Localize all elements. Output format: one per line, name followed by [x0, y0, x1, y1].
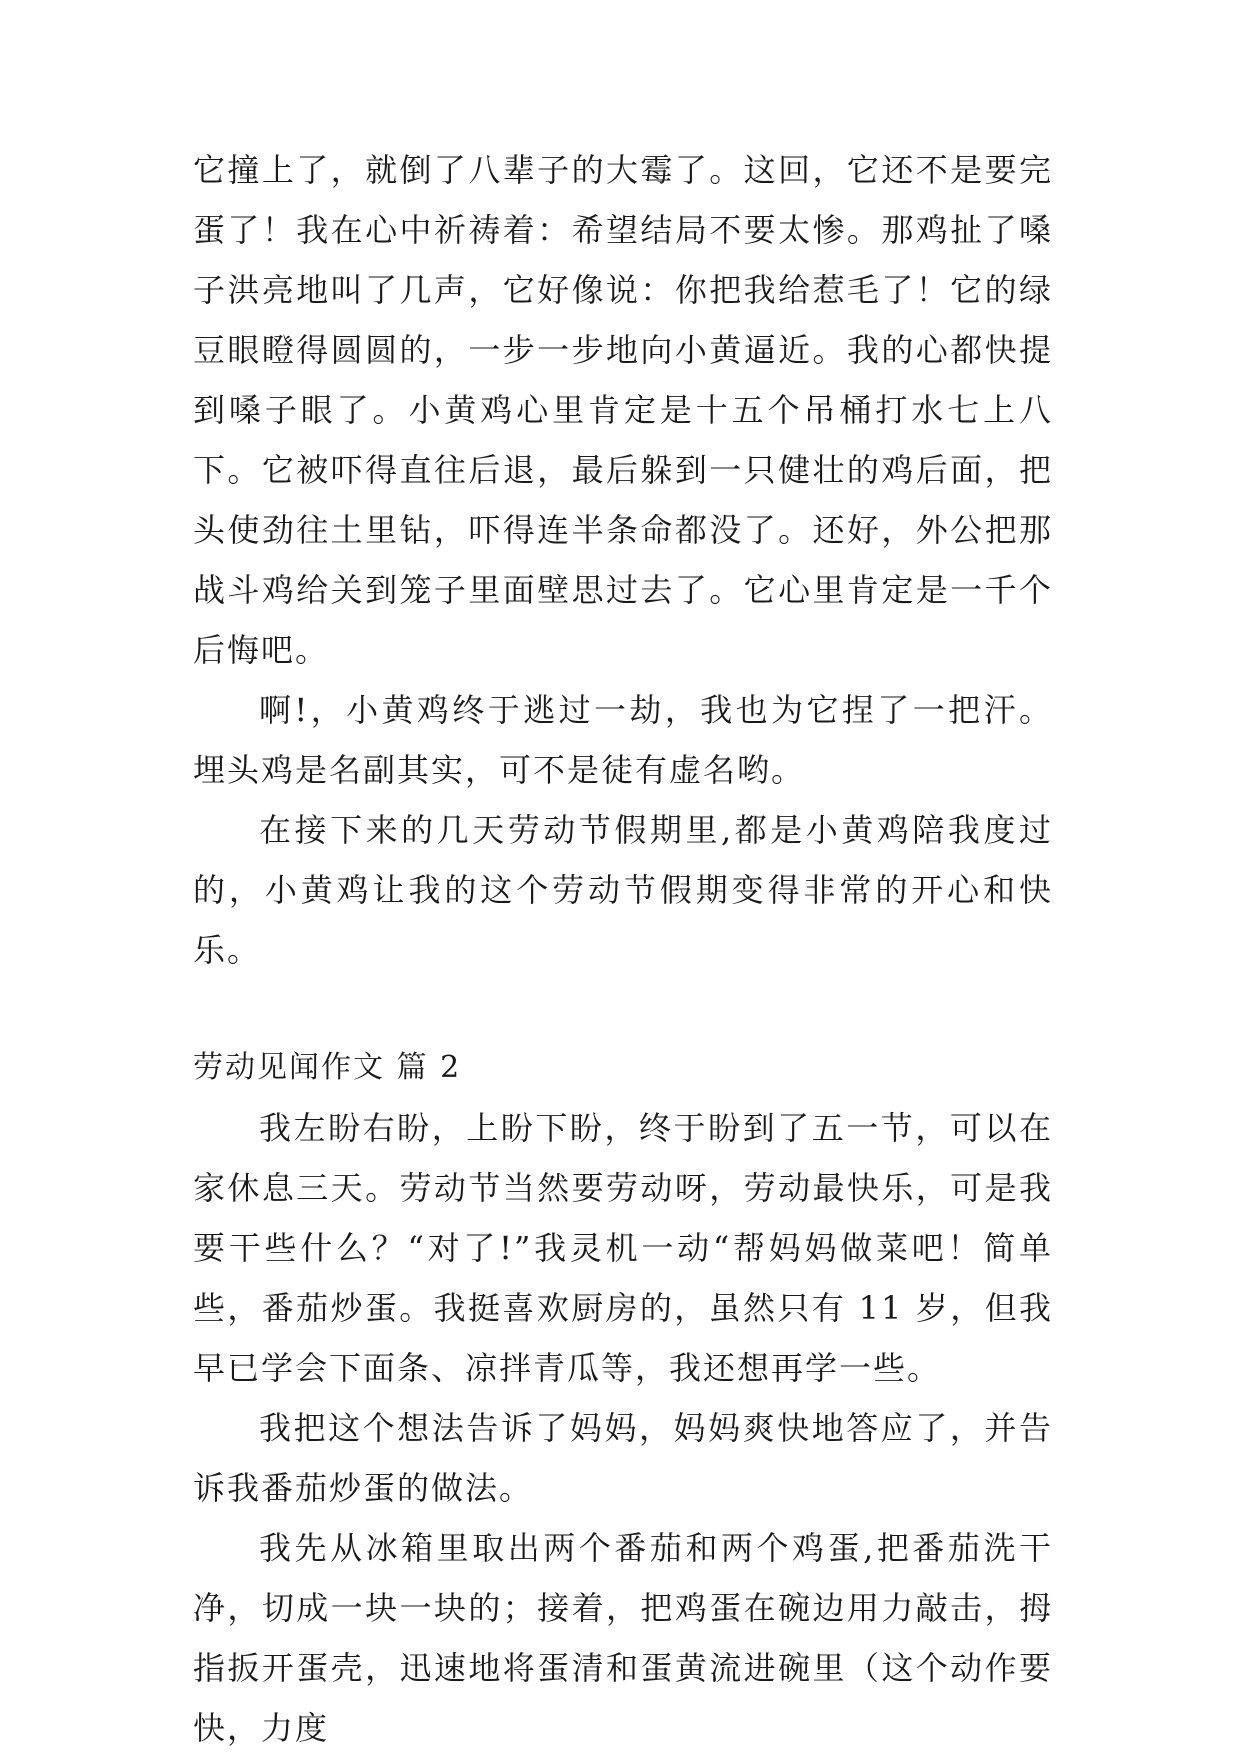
- paragraph: 我先从冰箱里取出两个番茄和两个鸡蛋,把番茄洗干净，切成一块一块的；接着，把鸡蛋在碗边用力敲击，拇指扳开蛋壳，迅速地将蛋清和蛋黄流进碗里（这个动作要快，力度: [193, 1529, 1053, 1747]
- paragraph: 在接下来的几天劳动节假期里,都是小黄鸡陪我度过的，小黄鸡让我的这个劳动节假期变得非常的开心和快乐。: [193, 811, 1053, 969]
- section-heading: 劳动见闻作文 篇 2: [193, 1050, 462, 1085]
- paragraph: 啊!，小黄鸡终于逃过一劫，我也为它捏了一把汗。埋头鸡是名副其实，可不是徒有虚名哟。: [193, 691, 1053, 789]
- paragraph: 它撞上了，就倒了八辈子的大霉了。这回，它还不是要完蛋了！我在心中祈祷着：希望结局不要太惨。那鸡扯了嗓子洪亮地叫了几声，它好像说：你把我给惹毛了！它的绿豆眼瞪得圆圆的，一步一步地向小黄逼近。我的心都快提到嗓子眼了。小黄鸡心里肯定是十五个吊桶打水七上八下。它被吓得直往后退，最后躲到一只健壮的鸡后面，把头使劲往土里钻，吓得连半条命都没了。还好，外公把那战斗鸡给关到笼子里面壁思过去了。它心里肯定是一千个后悔吧。: [193, 151, 1053, 669]
- paragraph: 我左盼右盼，上盼下盼，终于盼到了五一节，可以在家休息三天。劳动节当然要劳动呀，劳动最快乐，可是我要干些什么？“对了!”我灵机一动“帮妈妈做菜吧！简单些，番茄炒蛋。我挺喜欢厨房的，虽然只有 11 岁，但我早已学会下面条、凉拌青瓜等，我还想再学一些。: [193, 1109, 1053, 1387]
- paragraph: 我把这个想法告诉了妈妈，妈妈爽快地答应了，并告诉我番茄炒蛋的做法。: [193, 1409, 1053, 1507]
- document-body: [193, 140, 1053, 1758]
